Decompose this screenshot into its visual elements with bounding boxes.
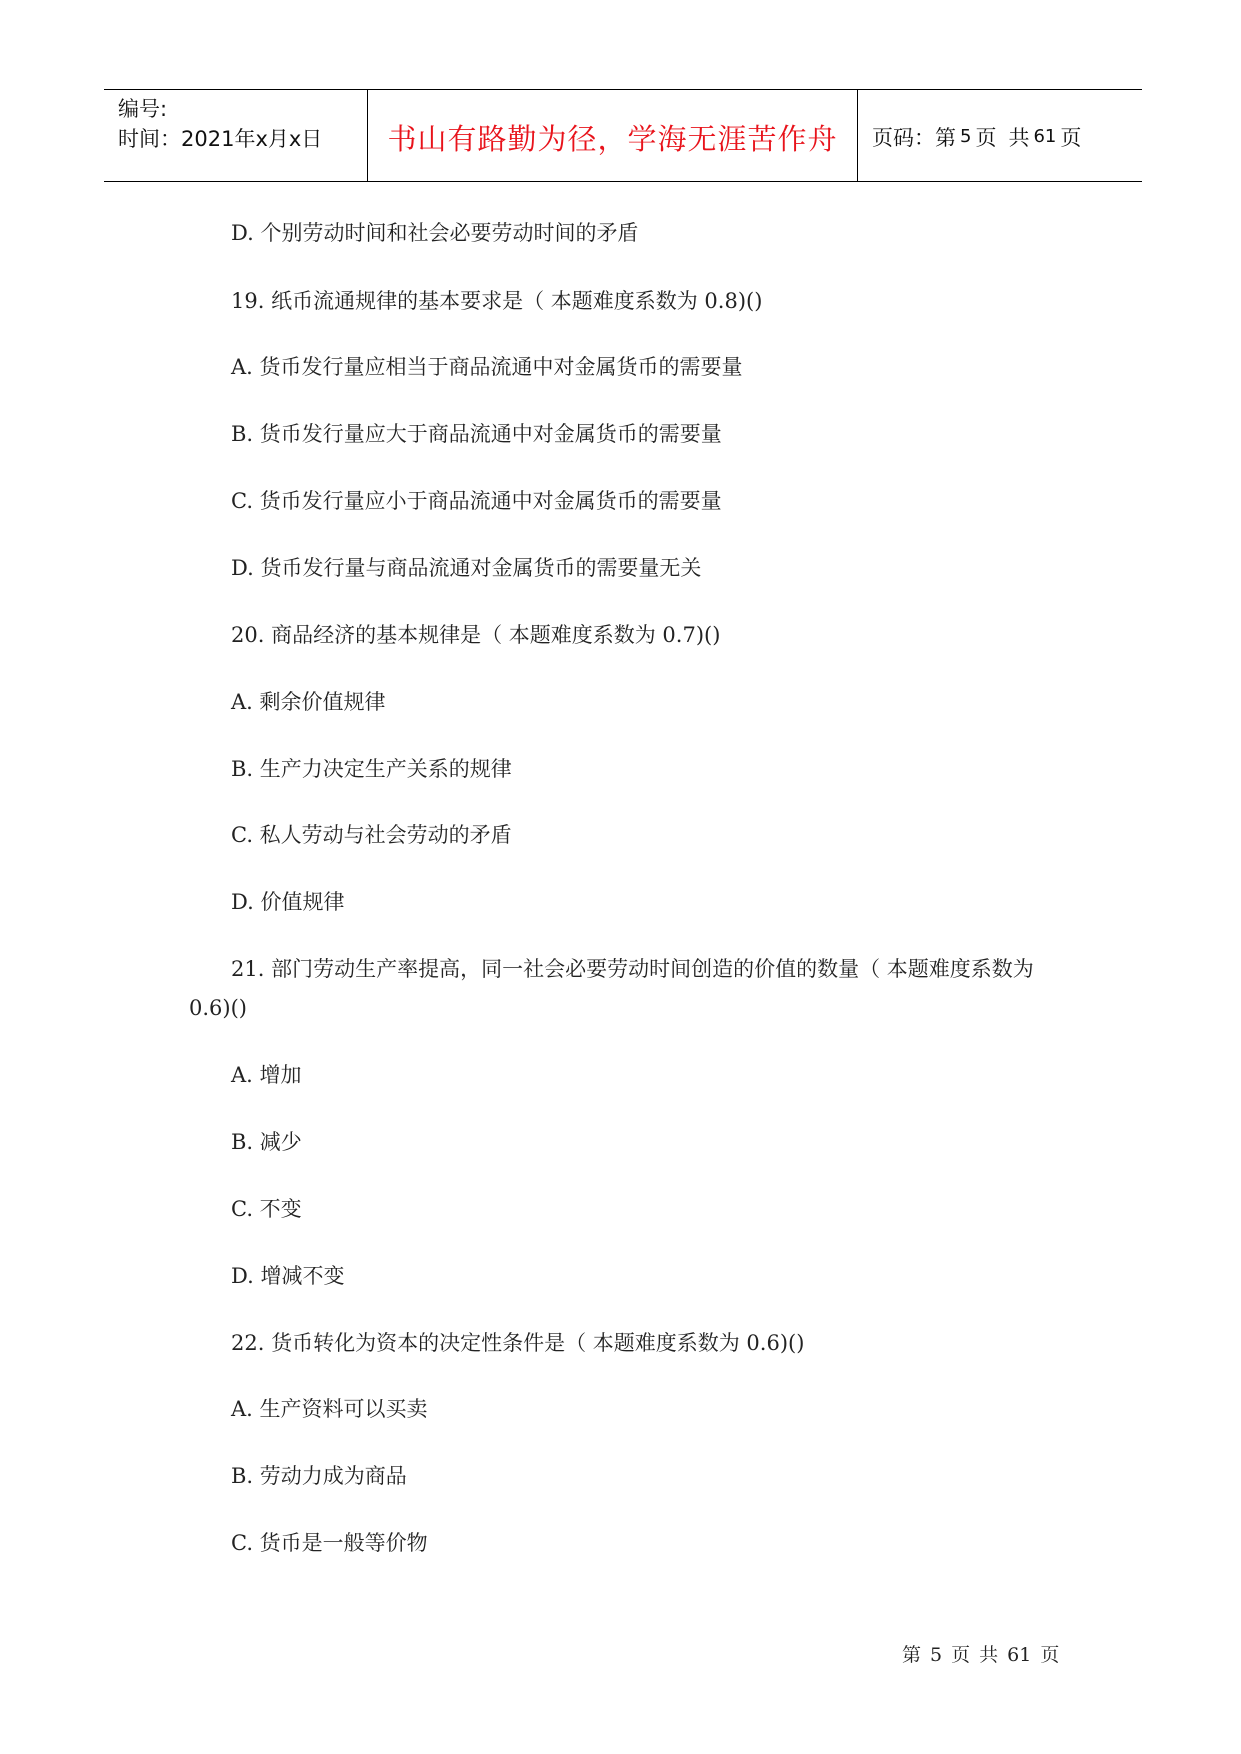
- header-page-current: 5: [960, 126, 972, 147]
- q22-option-c: C. 货币是一般等价物: [231, 1531, 428, 1555]
- q18-option-d: D. 个别劳动时间和社会必要劳动时间的矛盾: [231, 221, 639, 245]
- footer-total-prefix: 共: [979, 1644, 999, 1666]
- q19-option-c: C. 货币发行量应小于商品流通中对金属货币的需要量: [231, 489, 722, 513]
- footer-total: 61: [1007, 1644, 1032, 1666]
- header-time-label: 时间：2021年x月x日: [118, 127, 323, 151]
- q22-option-b: B. 劳动力成为商品: [231, 1464, 407, 1488]
- header-page-total-prefix: 共: [1008, 125, 1030, 150]
- q19-stem: 19. 纸币流通规律的基本要求是（ 本题难度系数为 0.8)(): [231, 289, 763, 313]
- page-footer: [902, 1640, 1059, 1667]
- footer-suffix: 页: [1040, 1644, 1060, 1666]
- header-page-suffix: 页: [1060, 125, 1082, 150]
- q22-stem: 22. 货币转化为资本的决定性条件是（ 本题难度系数为 0.6)(): [231, 1331, 805, 1355]
- q20-option-d: D. 价值规律: [231, 890, 345, 914]
- header-page-total: 61: [1033, 126, 1057, 147]
- q21-option-c: C. 不变: [231, 1197, 302, 1221]
- q21-option-b: B. 减少: [231, 1130, 302, 1154]
- header-motto: 书山有路勤为径，学海无涯苦作舟: [368, 90, 858, 181]
- q21-stem-line2: 0.6)(): [189, 996, 247, 1020]
- q21-stem-line1: 21. 部门劳动生产率提高，同一社会必要劳动时间创造的价值的数量（ 本题难度系数为: [231, 957, 1034, 981]
- header-number-label: 编号:: [118, 97, 168, 121]
- footer-prefix: 第: [902, 1644, 922, 1666]
- q22-option-a: A. 生产资料可以买卖: [231, 1397, 428, 1421]
- q21-option-d: D. 增减不变: [231, 1264, 345, 1288]
- header-meta: [104, 90, 368, 181]
- q19-option-d: D. 货币发行量与商品流通对金属货币的需要量无关: [231, 556, 702, 580]
- q20-option-c: C. 私人劳动与社会劳动的矛盾: [231, 823, 512, 847]
- page-header: [104, 89, 1142, 182]
- q20-option-a: A. 剩余价值规律: [231, 690, 386, 714]
- q21-option-a: A. 增加: [231, 1063, 302, 1087]
- q20-option-b: B. 生产力决定生产关系的规律: [231, 757, 512, 781]
- q19-option-a: A. 货币发行量应相当于商品流通中对金属货币的需要量: [231, 355, 743, 379]
- q20-stem: 20. 商品经济的基本规律是（ 本题难度系数为 0.7)(): [231, 623, 721, 647]
- header-page-prefix: 页码：第: [872, 125, 956, 150]
- footer-mid: 页: [951, 1644, 971, 1666]
- header-page-info: [858, 90, 1142, 181]
- q19-option-b: B. 货币发行量应大于商品流通中对金属货币的需要量: [231, 422, 722, 446]
- footer-current: 5: [930, 1644, 943, 1666]
- header-page-mid: 页: [975, 125, 997, 150]
